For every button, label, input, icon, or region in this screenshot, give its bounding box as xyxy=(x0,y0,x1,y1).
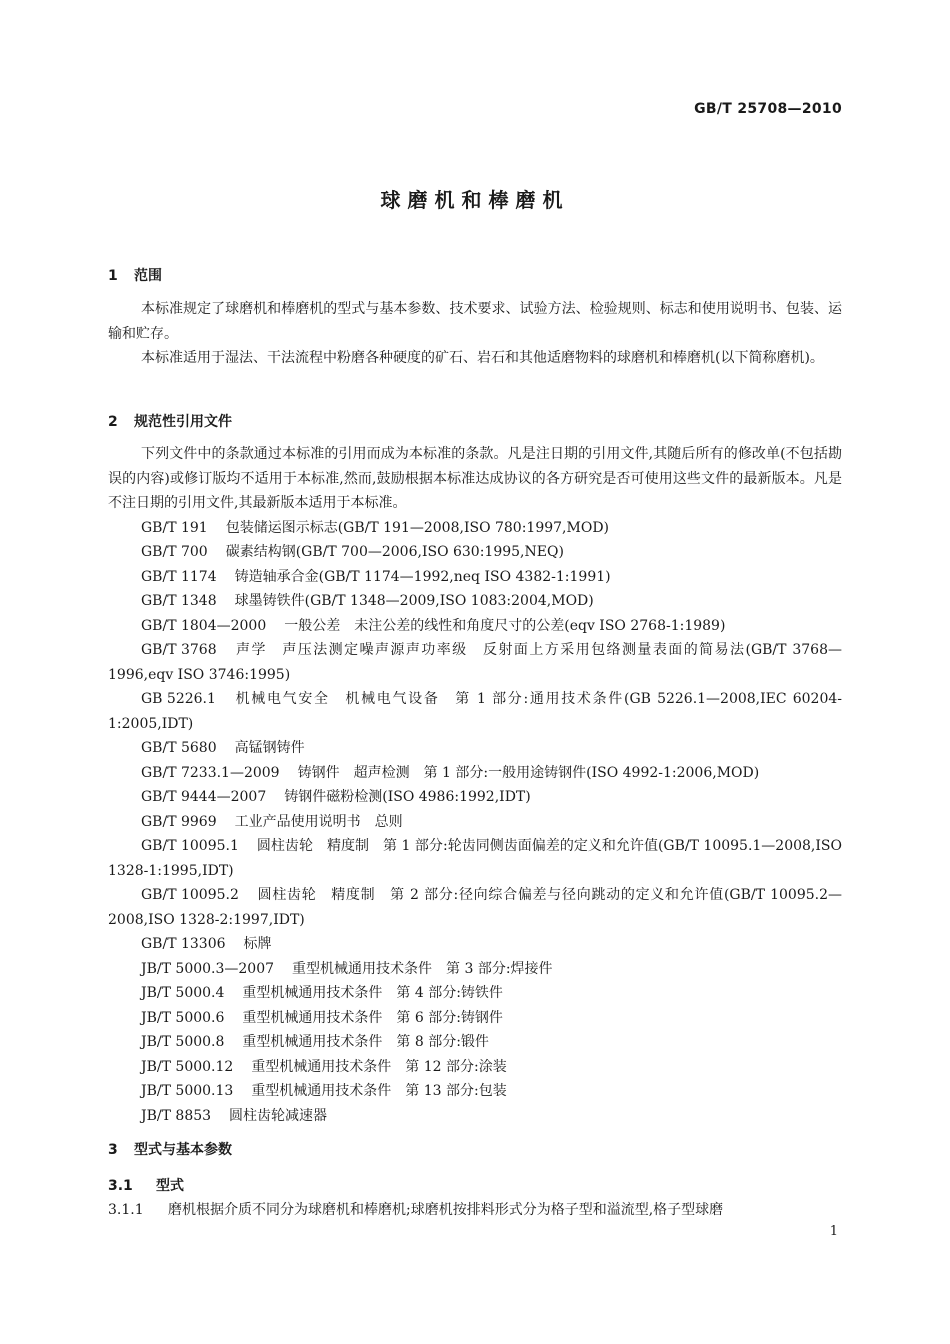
reference-title: 机械电气安全 机械电气设备 第 1 部分:通用技术条件(GB 5226.1—2008,IEC 60204-1:2005,IDT) xyxy=(108,691,842,732)
section-number: 1 xyxy=(108,268,118,284)
clause-3-1-1 xyxy=(108,1199,842,1219)
reference-title: 重型机械通用技术条件 第 3 部分:焊接件 xyxy=(292,960,553,977)
reference-code: GB/T 9444—2007 xyxy=(141,789,267,805)
reference-title: 圆柱齿轮 精度制 第 1 部分:轮齿同侧齿面偏差的定义和允许值(GB/T 10095.1—2008,ISO 1328-1:1995,IDT) xyxy=(108,838,842,879)
reference-item xyxy=(108,1006,842,1031)
reference-item xyxy=(108,981,842,1006)
reference-title: 铸钢件磁粉检测(ISO 4986:1992,IDT) xyxy=(284,789,531,805)
page-number: 1 xyxy=(829,1224,838,1239)
subsection-number: 3.1 xyxy=(108,1178,133,1194)
reference-code: JB/T 5000.6 xyxy=(141,1009,225,1026)
reference-code: JB/T 5000.8 xyxy=(141,1034,225,1050)
reference-code: GB/T 1174 xyxy=(141,568,217,585)
reference-code: GB/T 9969 xyxy=(141,813,217,830)
reference-code: GB/T 5680 xyxy=(141,740,217,756)
reference-item xyxy=(108,883,842,932)
reference-title: 重型机械通用技术条件 第 13 部分:包装 xyxy=(251,1083,507,1099)
clause-number: 3.1.1 xyxy=(108,1202,144,1218)
reference-title: 重型机械通用技术条件 第 6 部分:铸钢件 xyxy=(242,1009,503,1026)
reference-item xyxy=(108,957,842,982)
section-title: 型式与基本参数 xyxy=(134,1142,232,1158)
reference-item xyxy=(108,1079,842,1104)
reference-code: GB/T 10095.2 xyxy=(141,887,239,903)
paragraph: 本标准规定了球磨机和棒磨机的型式与基本参数、技术要求、试验方法、检验规则、标志和使用说明书、包装、运输和贮存。 xyxy=(108,301,842,342)
reference-item xyxy=(108,565,842,590)
reference-code: JB/T 5000.12 xyxy=(141,1058,234,1075)
section-number: 3 xyxy=(108,1142,118,1158)
reference-item xyxy=(108,1030,842,1055)
section-2-body xyxy=(108,442,842,1128)
reference-code: JB/T 5000.4 xyxy=(141,985,225,1001)
reference-title: 圆柱齿轮减速器 xyxy=(229,1107,328,1124)
reference-title: 一般公差 未注公差的线性和角度尺寸的公差(eqv ISO 2768-1:1989) xyxy=(284,617,726,634)
section-2-heading xyxy=(108,411,232,431)
reference-code: GB 5226.1 xyxy=(141,691,216,707)
reference-item xyxy=(108,736,842,761)
section-number: 2 xyxy=(108,414,118,430)
reference-item xyxy=(108,540,842,565)
section-title: 范围 xyxy=(134,268,162,284)
reference-item xyxy=(108,785,842,810)
reference-title: 包装储运图示标志(GB/T 191—2008,ISO 780:1997,MOD) xyxy=(225,519,610,536)
reference-title: 碳素结构钢(GB/T 700—2006,ISO 630:1995,NEQ) xyxy=(225,544,564,560)
reference-item xyxy=(108,687,842,736)
paragraph: 下列文件中的条款通过本标准的引用而成为本标准的条款。凡是注日期的引用文件,其随后所有的修改单(不包括勘误的内容)或修订版均不适用于本标准,然而,鼓励根据本标准达成协议的各方研究是否可使用这些文件的最新版本。凡是不注日期的引用文件,其最新版本适用于本标准。 xyxy=(108,446,842,511)
reference-code: GB/T 10095.1 xyxy=(141,838,239,854)
paragraph: 本标准适用于湿法、干法流程中粉磨各种硬度的矿石、岩石和其他适磨物料的球磨机和棒磨机(以下简称磨机)。 xyxy=(141,350,824,366)
reference-item xyxy=(108,638,842,687)
reference-item xyxy=(108,1104,842,1129)
reference-code: GB/T 700 xyxy=(141,544,208,560)
reference-title: 工业产品使用说明书 总则 xyxy=(234,813,403,830)
reference-item xyxy=(108,761,842,786)
reference-code: JB/T 5000.3—2007 xyxy=(141,960,275,977)
reference-item xyxy=(108,1055,842,1080)
document-title: 球磨机和棒磨机 xyxy=(380,188,570,212)
reference-code: GB/T 191 xyxy=(141,519,208,536)
reference-code: JB/T 8853 xyxy=(141,1107,212,1124)
subsection-3-1-heading xyxy=(108,1175,184,1195)
section-1-body xyxy=(108,297,842,371)
reference-title: 重型机械通用技术条件 第 12 部分:涂装 xyxy=(251,1058,507,1075)
reference-title: 高锰钢铸件 xyxy=(234,740,305,756)
clause-text: 磨机根据介质不同分为球磨机和棒磨机;球磨机按排料形式分为格子型和溢流型,格子型球磨 xyxy=(168,1202,724,1218)
reference-item xyxy=(108,810,842,835)
reference-title: 声学 声压法测定噪声源声功率级 反射面上方采用包络测量表面的简易法(GB/T 3768—1996,eqv ISO 3746:1995) xyxy=(108,642,842,683)
reference-title: 圆柱齿轮 精度制 第 2 部分:径向综合偏差与径向跳动的定义和允许值(GB/T 10095.2—2008,ISO 1328-2:1997,IDT) xyxy=(108,887,842,928)
reference-title: 重型机械通用技术条件 第 4 部分:铸铁件 xyxy=(242,985,503,1001)
reference-item xyxy=(108,932,842,957)
reference-item xyxy=(108,834,842,883)
section-1-heading xyxy=(108,265,162,285)
reference-title: 球墨铸铁件(GB/T 1348—2009,ISO 1083:2004,MOD) xyxy=(234,593,594,609)
reference-code: GB/T 13306 xyxy=(141,936,226,952)
reference-title: 铸钢件 超声检测 第 1 部分:一般用途铸钢件(ISO 4992-1:2006,MOD) xyxy=(297,764,760,781)
reference-item xyxy=(108,516,842,541)
reference-code: GB/T 1348 xyxy=(141,593,217,609)
reference-code: GB/T 7233.1—2009 xyxy=(141,764,280,781)
reference-code: JB/T 5000.13 xyxy=(141,1083,234,1099)
reference-item xyxy=(108,614,842,639)
reference-title: 标牌 xyxy=(243,936,272,952)
reference-code: GB/T 1804—2000 xyxy=(141,617,267,634)
reference-item xyxy=(108,589,842,614)
section-title: 规范性引用文件 xyxy=(134,414,232,430)
reference-code: GB/T 3768 xyxy=(141,642,217,658)
reference-title: 铸造轴承合金(GB/T 1174—1992,neq ISO 4382-1:1991) xyxy=(234,568,611,585)
reference-title: 重型机械通用技术条件 第 8 部分:锻件 xyxy=(242,1034,489,1050)
section-3-heading xyxy=(108,1139,232,1159)
subsection-title: 型式 xyxy=(156,1178,184,1194)
standard-number: GB/T 25708—2010 xyxy=(694,101,842,117)
